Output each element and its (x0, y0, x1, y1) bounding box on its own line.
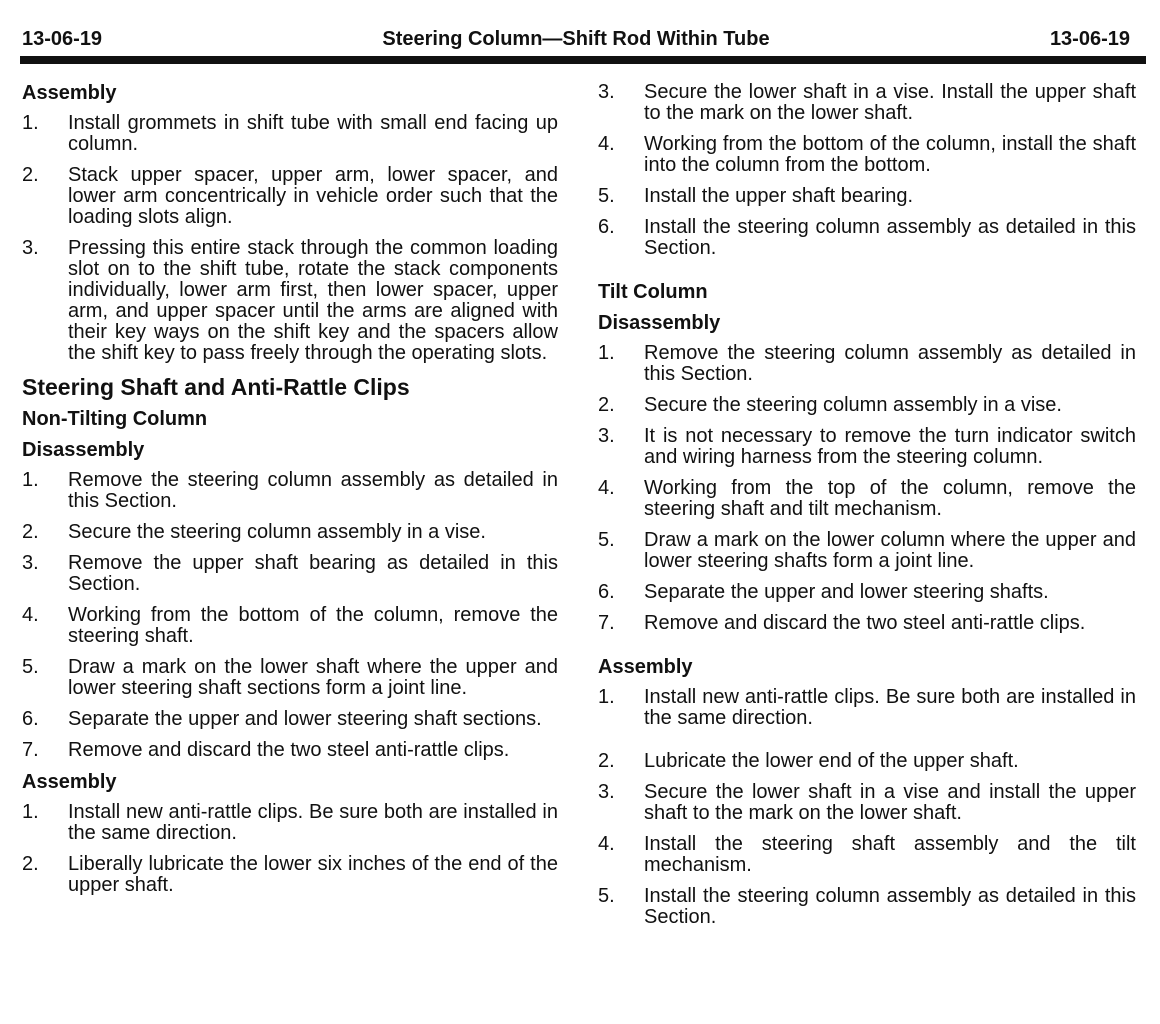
spacer (598, 644, 1136, 656)
step-number: 1. (22, 469, 39, 491)
header-rule (20, 56, 1146, 64)
step-text: Remove the steering column assembly as detailed in this Section. (644, 342, 1136, 385)
step-number: 4. (598, 833, 615, 855)
step-number: 4. (22, 604, 39, 626)
step-text: Install the steering shaft assembly and the tilt mechanism. (644, 833, 1136, 876)
step-text: Pressing this entire stack through the common loading slot on to the shift tube, rotate the stack components individually, lower arm first, then lower spacer, upper arm, and upper spacer until the arms are aligned with their key ways on the shift key and the spacers allow the shift key to pass freely through the operating slots. (68, 237, 558, 364)
step-number: 4. (598, 133, 615, 155)
step-text: Install new anti-rattle clips. Be sure both are installed in the same direction. (68, 801, 558, 844)
step-number: 3. (598, 425, 615, 447)
step-text: Separate the upper and lower steering shafts. (644, 581, 1049, 603)
list-item (22, 522, 558, 543)
step-number: 6. (598, 216, 615, 238)
step-number: 5. (598, 885, 615, 907)
step-text: Install new anti-rattle clips. Be sure both are installed in the same direction. (644, 686, 1136, 729)
left-column (22, 82, 558, 906)
step-number: 1. (598, 342, 615, 364)
assembly-heading: Assembly (22, 82, 117, 104)
assembly-steps (598, 687, 1136, 928)
step-text: Working from the top of the column, remove the steering shaft and tilt mechanism. (644, 477, 1136, 520)
step-text: Draw a mark on the lower column where the upper and lower steering shafts form a joint line. (644, 529, 1136, 572)
list-item (598, 395, 1136, 416)
step-number: 1. (598, 686, 615, 708)
step-text: Install the upper shaft bearing. (644, 185, 914, 207)
page-header (22, 28, 1130, 54)
step-number: 6. (22, 708, 39, 730)
step-text: Secure the lower shaft in a vise and install the upper shaft to the mark on the lower shaft. (644, 781, 1136, 824)
step-number: 5. (22, 656, 39, 678)
step-number: 2. (598, 750, 615, 772)
page-title: Steering Column—Shift Rod Within Tube (382, 28, 770, 50)
step-text: Separate the upper and lower steering shaft sections. (68, 708, 542, 730)
list-item (598, 343, 1136, 385)
list-item (22, 854, 558, 896)
step-text: Remove and discard the two steel anti-rattle clips. (68, 739, 510, 761)
list-item (598, 217, 1136, 259)
step-text: Stack upper spacer, upper arm, lower spacer, and lower arm concentrically in vehicle order such that the loading slots align. (68, 164, 558, 228)
right-column (598, 82, 1136, 938)
list-item (598, 426, 1136, 468)
step-text: Liberally lubricate the lower six inches of the end of the upper shaft. (68, 853, 558, 896)
assembly-steps (22, 802, 558, 896)
step-text: Working from the bottom of the column, install the shaft into the column from the bottom. (644, 133, 1136, 176)
disassembly-heading: Disassembly (22, 439, 145, 461)
step-text: Draw a mark on the lower shaft where the upper and lower steering shaft sections form a joint line. (68, 656, 558, 699)
disassembly-steps (598, 343, 1136, 634)
step-text: Remove the upper shaft bearing as detailed in this Section. (68, 552, 558, 595)
list-item (22, 605, 558, 647)
step-text: Install grommets in shift tube with small end facing up column. (68, 112, 558, 155)
list-item (598, 751, 1136, 772)
assembly-heading: Assembly (598, 656, 693, 678)
list-item (22, 657, 558, 699)
step-text: Working from the bottom of the column, remove the steering shaft. (68, 604, 558, 647)
step-text: Remove the steering column assembly as detailed in this Section. (68, 469, 558, 512)
list-item (22, 553, 558, 595)
list-item (598, 186, 1136, 207)
list-item (22, 709, 558, 730)
subsection-title: Tilt Column (598, 281, 708, 303)
step-text: Remove and discard the two steel anti-rattle clips. (644, 612, 1086, 634)
step-number: 5. (598, 185, 615, 207)
step-number: 5. (598, 529, 615, 551)
step-number: 6. (598, 581, 615, 603)
step-number: 3. (22, 552, 39, 574)
list-item (22, 740, 558, 761)
list-item (22, 165, 558, 228)
step-text: It is not necessary to remove the turn indicator switch and wiring harness from the steering column. (644, 425, 1136, 468)
continued-steps (598, 82, 1136, 259)
spacer (598, 269, 1136, 281)
step-number: 1. (22, 112, 39, 134)
page-number-right: 13-06-19 (1049, 28, 1130, 50)
step-number: 4. (598, 477, 615, 499)
step-text: Secure the lower shaft in a vise. Install the upper shaft to the mark on the lower shaft. (644, 81, 1136, 124)
assembly-steps (22, 113, 558, 364)
step-number: 1. (22, 801, 39, 823)
step-number: 3. (22, 237, 39, 259)
step-number: 2. (22, 853, 39, 875)
step-number: 3. (598, 781, 615, 803)
step-text: Secure the steering column assembly in a vise. (68, 521, 486, 543)
step-number: 2. (598, 394, 615, 416)
list-item (598, 478, 1136, 520)
list-item (598, 82, 1136, 124)
list-item (598, 530, 1136, 572)
step-number: 7. (22, 739, 39, 761)
assembly-heading: Assembly (22, 771, 117, 793)
section-title: Steering Shaft and Anti-Rattle Clips (22, 374, 410, 400)
step-number: 3. (598, 81, 615, 103)
list-item (22, 113, 558, 155)
list-item (22, 470, 558, 512)
page-number-left: 13-06-19 (22, 28, 103, 50)
list-item (22, 238, 558, 364)
list-item (598, 582, 1136, 603)
subsection-title: Non-Tilting Column (22, 408, 208, 430)
list-item (598, 782, 1136, 824)
step-text: Install the steering column assembly as detailed in this Section. (644, 216, 1136, 259)
list-item (598, 613, 1136, 634)
step-text: Secure the steering column assembly in a vise. (644, 394, 1062, 416)
step-number: 2. (22, 521, 39, 543)
list-item (598, 134, 1136, 176)
step-number: 7. (598, 612, 615, 634)
list-item (598, 886, 1136, 928)
disassembly-heading: Disassembly (598, 312, 721, 334)
list-item (22, 802, 558, 844)
list-item (598, 834, 1136, 876)
step-text: Install the steering column assembly as detailed in this Section. (644, 885, 1136, 928)
disassembly-steps (22, 470, 558, 761)
list-item (598, 687, 1136, 729)
step-number: 2. (22, 164, 39, 186)
step-text: Lubricate the lower end of the upper shaft. (644, 750, 1019, 772)
